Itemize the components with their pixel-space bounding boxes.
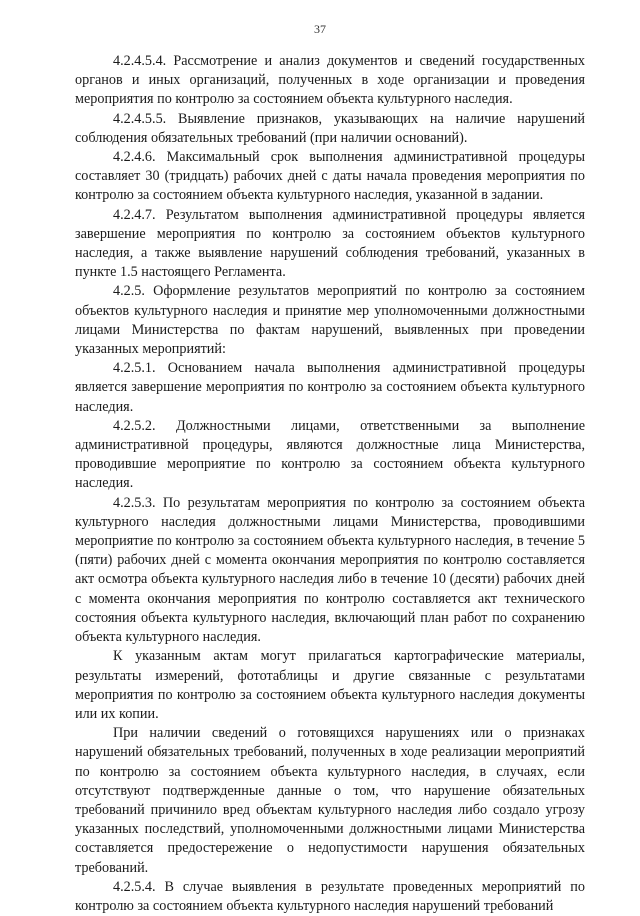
paragraph-4-2-5-2: 4.2.5.2. Должностными лицами, ответственными за выполнение административной процедуры, являются должностные лица Министерства, проводившие мероприятие по контролю за состоянием объекта культурного наследия. <box>75 417 585 492</box>
paragraph-4-2-5-1: 4.2.5.1. Основанием начала выполнения административной процедуры является завершение мероприятия по контролю за состоянием объекта культурного наследия. <box>75 360 585 415</box>
paragraph-4-2-5-4: 4.2.5.4. В случае выявления в результате проведенных мероприятий по контролю за состоянием объекта культурного наследия нарушений требований <box>75 878 585 914</box>
paragraph-warning: При наличии сведений о готовящихся нарушениях или о признаках нарушений обязательных требований, полученных в ходе реализации мероприятий по контролю за состоянием объекта культурного наследия, в случаях, если отсутствуют подтвержденные данные о том, что нарушение обязательных требований причинило вред объектам культурного наследия либо создало угрозу указанных последствий, уполномоченными должностными лицами Министерства составляется предостережение о недопустимости нарушения обязательных требований. <box>75 725 585 876</box>
paragraph-4-2-4-5-4: 4.2.4.5.4. Рассмотрение и анализ документов и сведений государственных органов и иных организаций, полученных в ходе организации и проведения мероприятия по контролю за состоянием объекта культурного наследия. <box>75 53 585 108</box>
page-number: 37 <box>314 22 326 36</box>
paragraph-4-2-4-6: 4.2.4.6. Максимальный срок выполнения административной процедуры составляет 30 (тридцать) рабочих дней с даты начала проведения мероприятия по контролю за состоянием объекта культурного наследия, указанной в задании. <box>75 149 585 204</box>
paragraph-4-2-5: 4.2.5. Оформление результатов мероприятий по контролю за состоянием объектов культурного наследия и принятие мер уполномоченными должностными лицами Министерства по фактам нарушений, выявленных при проведении указанных мероприятий: <box>75 283 585 358</box>
document-body <box>75 52 585 916</box>
paragraph-4-2-5-3: 4.2.5.3. По результатам мероприятия по контролю за состоянием объекта культурного наследия должностными лицами Министерства, проводившими мероприятие по контролю за состоянием объекта культурного наследия, в течение 5 (пяти) рабочих дней с момента окончания мероприятия по контролю составляется акт осмотра объекта культурного наследия либо в течение 10 (десяти) рабочих дней с момента окончания мероприятия по контролю составляется акт технического состояния объекта культурного наследия, включающий план работ по сохранению объекта культурного наследия. <box>75 494 585 646</box>
paragraph-4-2-4-5-5: 4.2.4.5.5. Выявление признаков, указывающих на наличие нарушений соблюдения обязательных требований (при наличии оснований). <box>75 110 585 146</box>
paragraph-4-2-4-7: 4.2.4.7. Результатом выполнения административной процедуры является завершение мероприятия по контролю за состоянием объектов культурного наследия, а также выявление нарушений соблюдения требований, указанных в пункте 1.5 настоящего Регламента. <box>75 206 585 281</box>
paragraph-attachments: К указанным актам могут прилагаться картографические материалы, результаты измерений, фототаблицы и другие связанные с результатами мероприятия по контролю за состоянием объекта культурного наследия документы или их копии. <box>75 648 585 722</box>
